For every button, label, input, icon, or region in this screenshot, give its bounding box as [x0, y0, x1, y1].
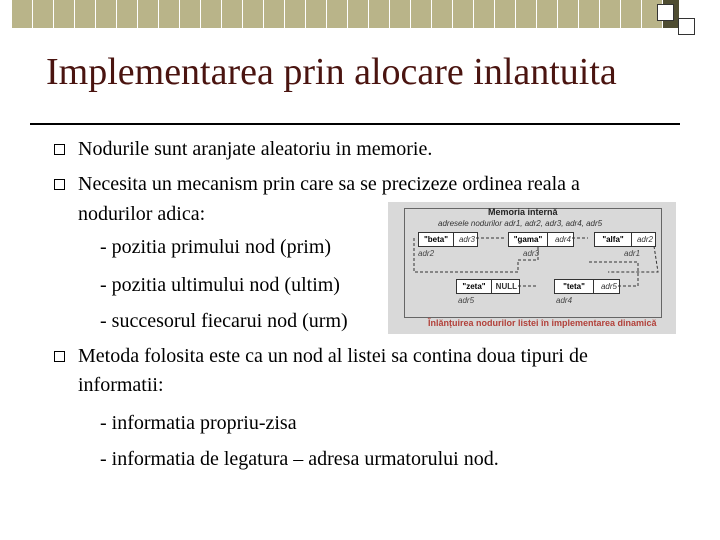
bullet-text: Nodurile sunt aranjate aleatoriu in memorie. — [78, 138, 433, 160]
node-value: "zeta" — [457, 280, 492, 293]
sub-item: - pozitia ultimului nod (ultim) — [100, 274, 340, 296]
bullet-square-icon — [54, 144, 65, 155]
node-address: adr2 — [418, 249, 435, 258]
bullet-text: nodurilor adica: — [78, 203, 206, 225]
top-decor-bar — [12, 0, 680, 28]
bullet-text: informatii: — [78, 374, 164, 396]
node-pointer: NULL — [495, 282, 517, 291]
node-pointer: adr4 — [554, 235, 571, 244]
diagram-caption: Înlănțuirea nodurilor listei în implementarea dinamică — [428, 318, 657, 328]
memory-diagram — [388, 202, 676, 334]
slide-title: Implementarea prin alocare inlantuita — [46, 51, 617, 93]
bullet-text: Metoda folosita este ca un nod al listei sa contina doua tipuri de — [78, 345, 588, 367]
corner-square-icon — [657, 4, 674, 21]
sub-item: - succesorul fiecarui nod (urm) — [100, 310, 348, 332]
node-address: adr1 — [624, 249, 641, 258]
node-pointer: adr5 — [600, 282, 617, 291]
node-value: "beta" — [419, 233, 454, 246]
node-pointer: adr2 — [636, 235, 653, 244]
corner-square-icon — [678, 18, 695, 35]
title-divider — [30, 123, 680, 125]
diagram-title: Memoria internă — [488, 207, 558, 217]
bullet-square-icon — [54, 351, 65, 362]
bullet-text: Necesita un mecanism prin care sa se precizeze ordinea reala a — [78, 173, 580, 195]
sub-item: - informatia propriu-zisa — [100, 412, 297, 434]
diagram-subtitle: adresele nodurilor adr1, adr2, adr3, adr4, adr5 — [438, 219, 603, 228]
sub-item: - informatia de legatura – adresa urmatorului nod. — [100, 448, 499, 470]
sub-item: - pozitia primului nod (prim) — [100, 236, 332, 258]
node-value: "alfa" — [595, 233, 632, 246]
bullet-square-icon — [54, 179, 65, 190]
node-address: adr3 — [523, 249, 540, 258]
node-value: "gama" — [509, 233, 548, 246]
link-arrows — [388, 202, 676, 334]
node-address: adr4 — [556, 296, 573, 305]
node-address: adr5 — [458, 296, 475, 305]
node-value: "teta" — [555, 280, 594, 293]
node-pointer: adr3 — [458, 235, 475, 244]
